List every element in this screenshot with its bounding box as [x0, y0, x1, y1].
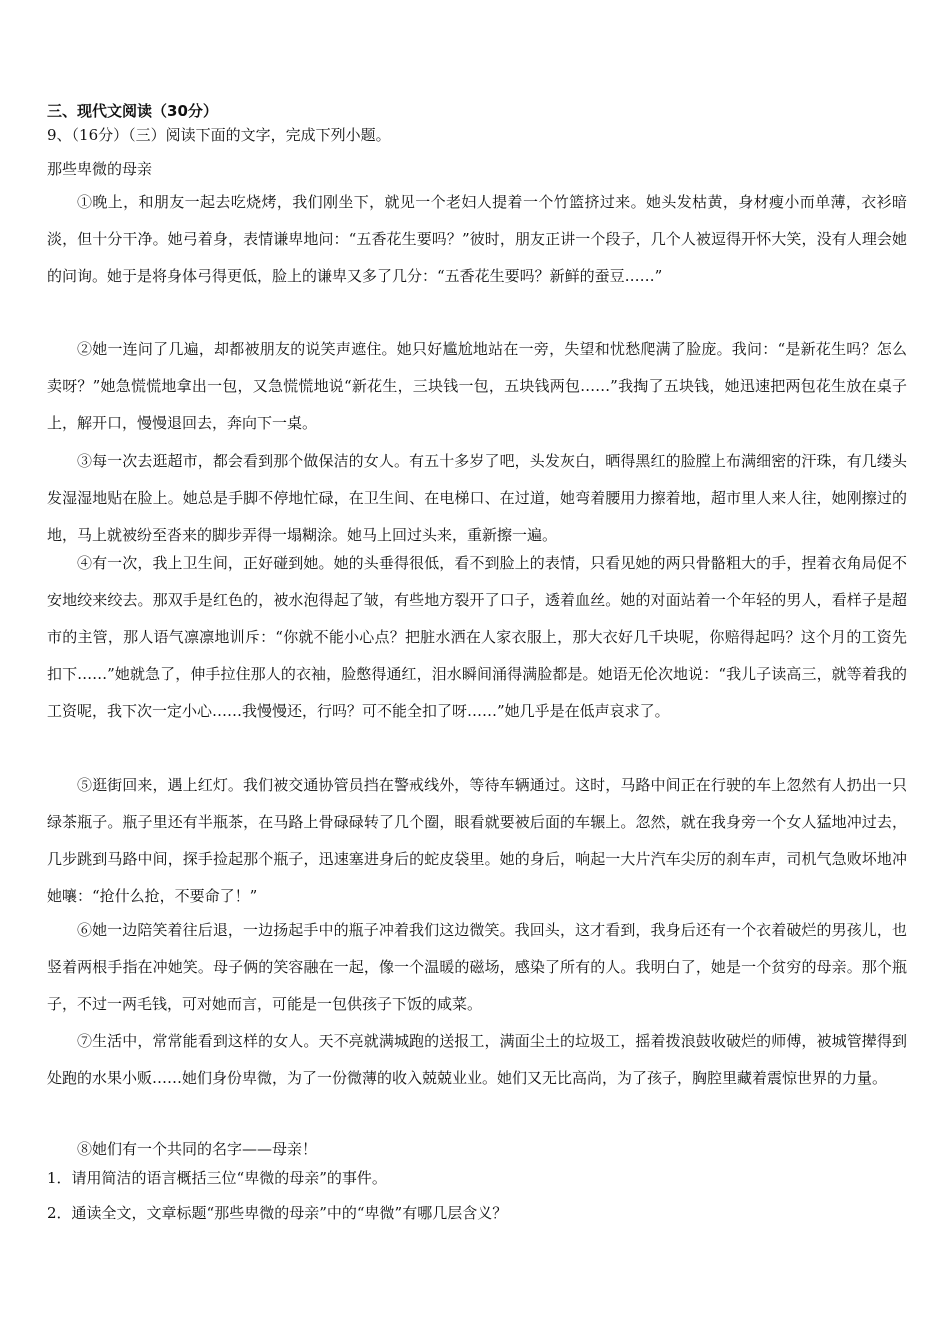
paragraph-2: ②她一连问了几遍，却都被朋友的说笑声遮住。她只好尴尬地站在一旁，失望和忧愁爬满了脸庞。我问：“是新花生吗？怎么卖呀？”她急慌慌地拿出一包，又急慌慌地说“新花生，三块钱一包，五块钱两包……”我掏了五块钱，她迅速把两包花生放在桌子上，解开口，慢慢退回去，奔向下一桌。 — [47, 340, 907, 432]
paragraph-4: ④有一次，我上卫生间，正好碰到她。她的头垂得很低，看不到脸上的表情，只看见她的两只骨骼粗大的手，捏着衣角局促不安地绞来绞去。那双手是红色的，被水泡得起了皱，有些地方裂开了口子，透着血丝。她的对面站着一个年轻的男人，看样子是超市的主管，那人语气凛凛地训斥：“你就不能小心点？把脏水洒在人家衣服上，那大衣好几千块呢，你赔得起吗？这个月的工资先扣下……”她就急了，伸手拉住那人的衣袖，脸憋得通红，泪水瞬间涌得满脸都是。她语无伦次地说：“我儿子读高三，就等着我的工资呢，我下次一定小心……我慢慢还，行吗？可不能全扣了呀……”她几乎是在低声哀求了。 — [47, 554, 907, 720]
article-title: 那些卑微的母亲 — [47, 160, 153, 178]
question-intro: 9、（16分）（三）阅读下面的文字，完成下列小题。 — [47, 126, 391, 144]
paragraph-8: ⑧她们有一个共同的名字——母亲！ — [77, 1140, 318, 1158]
paragraph-7: ⑦生活中，常常能看到这样的女人。天不亮就满城跑的送报工，满面尘土的垃圾工，摇着拨浪鼓收破烂的师傅，被城管撵得到处跑的水果小贩……她们身份卑微，为了一份微薄的收入兢兢业业。她们又无比高尚，为了孩子，胸腔里藏着震惊世界的力量。 — [47, 1032, 907, 1087]
section-title: 三、现代文阅读（30分） — [47, 102, 218, 120]
paragraph-3: ③每一次去逛超市，都会看到那个做保洁的女人。有五十多岁了吧，头发灰白，晒得黑红的脸膛上布满细密的汗珠，有几缕头发湿湿地贴在脸上。她总是手脚不停地忙碌，在卫生间、在电梯口、在过道，她弯着腰用力擦着地，超市里人来人往，她刚擦过的地，马上就被纷至沓来的脚步弄得一塌糊涂。她马上回过头来，重新擦一遍。 — [47, 452, 907, 544]
question-2: 2．通读全文，文章标题“那些卑微的母亲”中的“卑微”有哪几层含义？ — [47, 1204, 508, 1222]
question-1: 1．请用简洁的语言概括三位“卑微的母亲”的事件。 — [47, 1169, 387, 1187]
paragraph-1: ①晚上，和朋友一起去吃烧烤，我们刚坐下，就见一个老妇人提着一个竹篮挤过来。她头发枯黄，身材瘦小而单薄，衣衫暗淡，但十分干净。她弓着身，表情谦卑地问：“五香花生要吗？”彼时，朋友正讲一个段子，几个人被逗得开怀大笑，没有人理会她的问询。她于是将身体弓得更低，脸上的谦卑又多了几分：“五香花生要吗？新鲜的蚕豆……” — [47, 193, 907, 285]
paragraph-5: ⑤逛街回来，遇上红灯。我们被交通协管员挡在警戒线外，等待车辆通过。这时，马路中间正在行驶的车上忽然有人扔出一只绿茶瓶子。瓶子里还有半瓶茶，在马路上骨碌碌转了几个圈，眼看就要被后面的车辗上。忽然，就在我身旁一个女人猛地冲过去，几步跳到马路中间，探手捡起那个瓶子，迅速塞进身后的蛇皮袋里。她的身后，响起一大片汽车尖厉的刹车声，司机气急败坏地冲她嚷：“抢什么抢，不要命了！” — [47, 776, 907, 905]
paragraph-6: ⑥她一边陪笑着往后退，一边扬起手中的瓶子冲着我们这边微笑。我回头，这才看到，我身后还有一个衣着破烂的男孩儿，也竖着两根手指在冲她笑。母子俩的笑容融在一起，像一个温暖的磁场，感染了所有的人。我明白了，她是一个贫穷的母亲。那个瓶子，不过一两毛钱，可对她而言，可能是一包供孩子下饭的咸菜。 — [47, 921, 907, 1013]
